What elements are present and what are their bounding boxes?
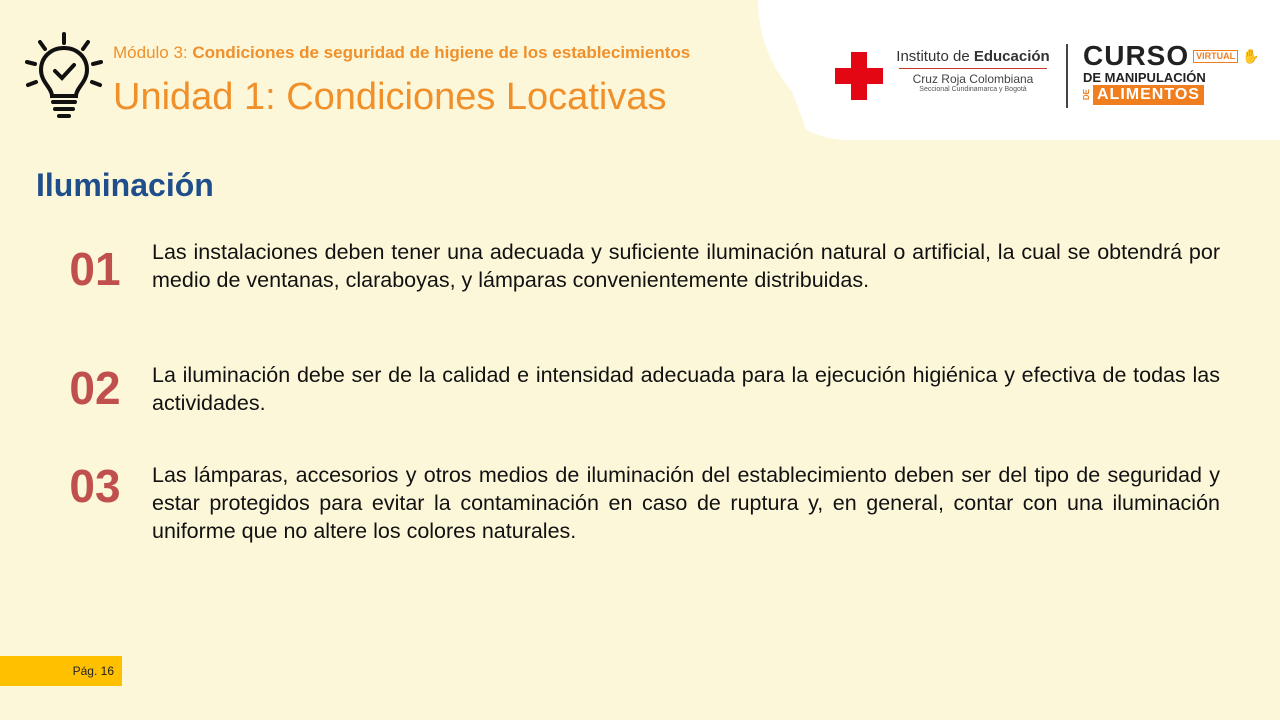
alimentos-banner: ALIMENTOS [1093,85,1204,105]
institute-name: Instituto de Educación [896,48,1050,65]
lightbulb-check-icon [22,30,106,122]
course-logo [1082,40,1260,105]
curso-word: CURSO [1083,40,1190,71]
branch-name: Seccional Cundinamarca y Bogotá [919,86,1027,93]
module-subtitle [113,43,690,63]
page-number-badge: Pág. 16 [0,656,122,686]
hand-icon: ✋ [1242,47,1260,64]
logo-divider [1066,44,1068,108]
item-text: Las lámparas, accesorios y otros medios de iluminación del establecimiento deben ser del tipo de seguridad y estar protegidos para evitar la contaminación en caso de ruptura y, en general, contar con una iluminación uniforme que no altere los colores naturales. [152,463,1220,543]
unit-title: Unidad 1: Condiciones Locativas [113,76,667,118]
institute-divider [899,68,1047,69]
org-name: Cruz Roja Colombiana [912,72,1034,86]
item-number: 01 [69,243,121,295]
item-text: Las instalaciones deben tener una adecuada y suficiente iluminación natural o artificial, la cual se obtendrá por medio de ventanas, claraboyas, y lámparas convenientemente distribuidas. [152,240,1220,292]
module-name: Condiciones de seguridad de higiene de los establecimientos [192,43,691,62]
institute-logo [893,48,1053,93]
module-prefix: Módulo 3: [113,43,193,62]
item-text: La iluminación debe ser de la calidad e intensidad adecuada para la ejecución higiénica y efectiva de todas las actividades. [152,363,1220,415]
virtual-tag: VIRTUAL [1193,50,1238,63]
item-number: 03 [69,460,121,512]
item-number: 02 [69,362,121,414]
section-title: Iluminación [36,167,214,203]
red-cross-logo-icon [835,52,883,100]
de-vertical-text: DE [1082,89,1091,101]
manipulacion-text: DE MANIPULACIÓN [1083,70,1206,85]
